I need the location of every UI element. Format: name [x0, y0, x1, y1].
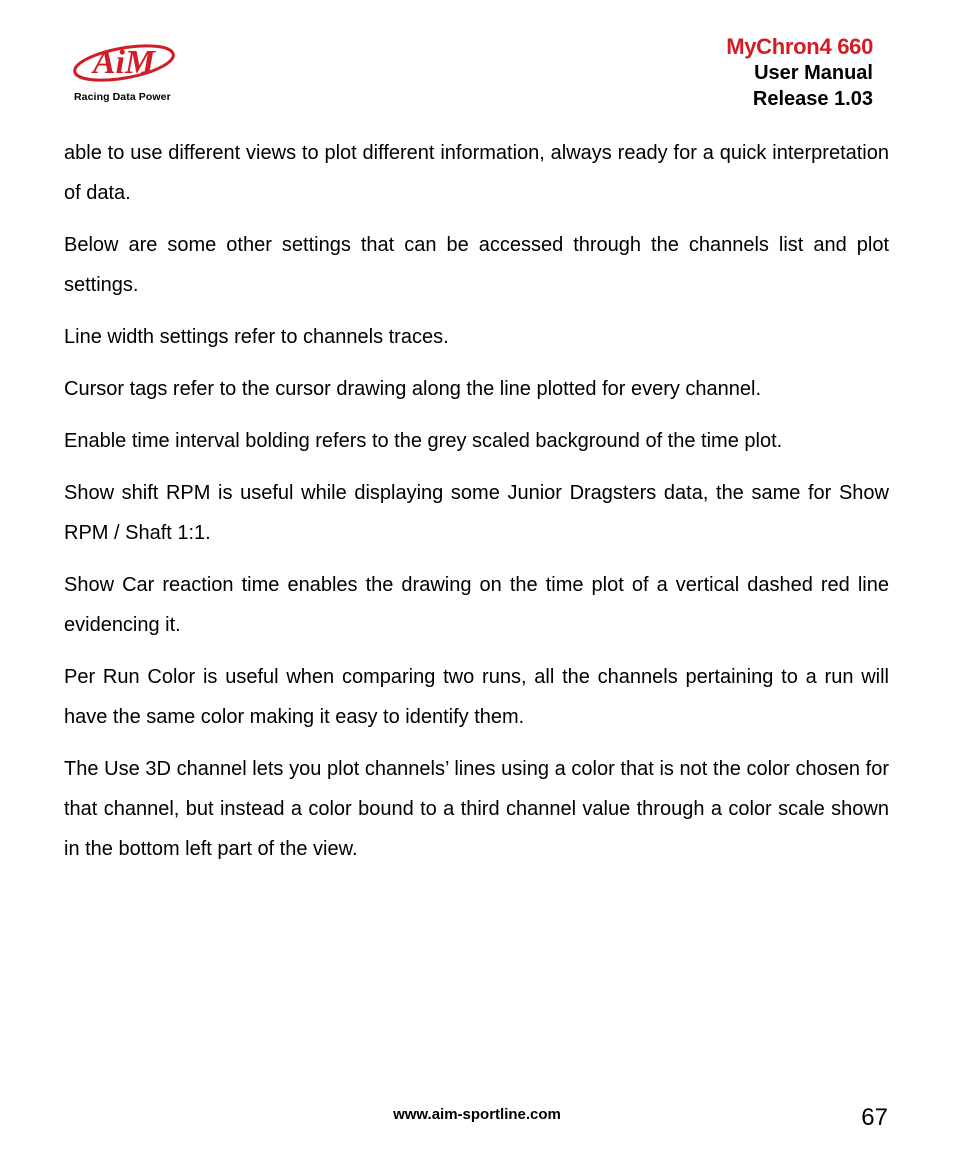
- paragraph: Enable time interval bolding refers to the grey scaled background of the time plot.: [64, 430, 783, 452]
- paragraph: Line width settings refer to channels traces.: [64, 326, 449, 348]
- paragraph: Show shift RPM is useful while displaying some Junior Dragsters data, the same for Show RPM / Shaft 1:1.: [64, 482, 889, 544]
- paragraph: Per Run Color is useful when comparing two runs, all the channels pertaining to a run will have the same color making it easy to identify them.: [64, 666, 889, 728]
- logo-tagline: Racing Data Power: [74, 91, 171, 103]
- aim-logo-mark: [70, 38, 180, 88]
- aim-logo: [70, 38, 182, 108]
- paragraph: able to use different views to plot different information, always ready for a quick interpretation of data.: [64, 142, 889, 204]
- document-title: User Manual: [754, 62, 873, 84]
- page-number: 67: [861, 1104, 888, 1131]
- paragraph: The Use 3D channel lets you plot channels’ lines using a color that is not the color chosen for that channel, but instead a color bound to a third channel value through a color scale shown in the bottom left part of the view.: [64, 758, 889, 860]
- logo-text: AiM: [92, 44, 156, 81]
- release-version: Release 1.03: [752, 88, 873, 110]
- paragraph: Below are some other settings that can be accessed through the channels list and plot settings.: [64, 234, 889, 296]
- paragraph: Cursor tags refer to the cursor drawing along the line plotted for every channel.: [64, 378, 762, 400]
- paragraph: Show Car reaction time enables the drawing on the time plot of a vertical dashed red line evidencing it.: [64, 574, 889, 636]
- body-text: [64, 133, 889, 881]
- footer-url: www.aim-sportline.com: [393, 1106, 561, 1123]
- header-block: [726, 34, 873, 112]
- product-title: MyChron4 660: [726, 34, 873, 59]
